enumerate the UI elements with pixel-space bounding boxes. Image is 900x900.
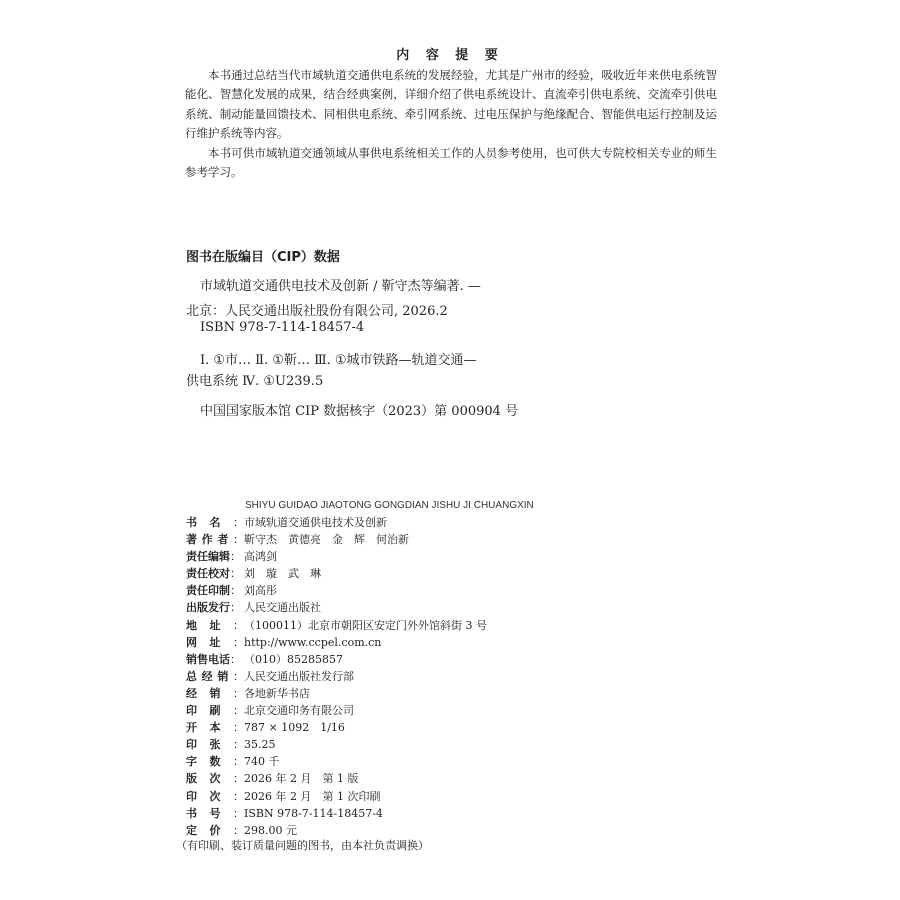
info-label: 出版发行 ： bbox=[186, 601, 241, 615]
info-label: 销售电话 ： bbox=[186, 652, 241, 666]
cip-subject-line: Ⅰ. ①市… Ⅱ. ①靳… Ⅲ. ①城市铁路—轨道交通— bbox=[200, 353, 477, 368]
info-label: 开 本 ： bbox=[186, 721, 244, 735]
info-row bbox=[186, 770, 487, 787]
info-value: 人民交通出版社发行部 bbox=[244, 669, 354, 683]
info-value: 靳守杰 黄德亮 金 辉 何治新 bbox=[244, 533, 409, 547]
info-value: 高鸿剑 bbox=[244, 550, 277, 564]
info-label: 印 次 ： bbox=[186, 789, 244, 803]
summary-body bbox=[185, 66, 717, 182]
cip-heading: 图书在版编目（CIP）数据 bbox=[186, 250, 340, 265]
info-label: 书 名 ： bbox=[186, 516, 244, 529]
quality-notice: （有印刷、装订质量问题的图书，由本社负责调换） bbox=[176, 839, 429, 852]
info-row bbox=[186, 548, 487, 565]
summary-title: 内 容 提 要 bbox=[396, 48, 504, 63]
info-row bbox=[186, 599, 487, 616]
info-label: 责任校对 ： bbox=[186, 567, 241, 581]
info-row bbox=[186, 685, 487, 702]
info-label: 定 价 ： bbox=[186, 823, 244, 837]
info-value: 298.00 元 bbox=[244, 823, 297, 837]
pinyin-title: SHIYU GUIDAO JIAOTONG GONGDIAN JISHU JI CHUANGXIN bbox=[245, 500, 534, 511]
info-label: 责任编辑 ： bbox=[186, 550, 241, 564]
info-value: 人民交通出版社 bbox=[244, 601, 321, 615]
info-value: 各地新华书店 bbox=[244, 686, 310, 700]
info-row bbox=[186, 753, 487, 770]
info-value: （010）85285857 bbox=[244, 652, 343, 666]
info-row bbox=[186, 582, 487, 599]
info-row bbox=[186, 514, 487, 531]
info-value: （100011）北京市朝阳区安定门外外馆斜街 3 号 bbox=[244, 618, 487, 632]
info-label: 印 刷 ： bbox=[186, 704, 244, 718]
info-row bbox=[186, 805, 487, 822]
info-value: 市域轨道交通供电技术及创新 bbox=[244, 516, 387, 529]
info-value: 740 千 bbox=[244, 755, 280, 769]
info-row bbox=[186, 668, 487, 685]
info-label: 印 张 ： bbox=[186, 738, 244, 752]
info-value: 北京交通印务有限公司 bbox=[244, 704, 354, 718]
info-row bbox=[186, 736, 487, 753]
info-row bbox=[186, 719, 487, 736]
cip-title-line: 市域轨道交通供电技术及创新 / 靳守杰等编著. — bbox=[200, 279, 481, 294]
cip-record-number: 中国国家版本馆 CIP 数据核字（2023）第 000904 号 bbox=[200, 404, 519, 419]
info-value: 787 × 1092 1/16 bbox=[244, 721, 345, 735]
info-row bbox=[186, 634, 487, 651]
info-value: ISBN 978-7-114-18457-4 bbox=[244, 806, 383, 820]
cip-classification-line: 供电系统 Ⅳ. ①U239.5 bbox=[186, 374, 324, 389]
info-row bbox=[186, 651, 487, 668]
info-row bbox=[186, 617, 487, 634]
info-row bbox=[186, 702, 487, 719]
cip-publisher-line: 北京：人民交通出版社股份有限公司, 2026.2 bbox=[186, 304, 448, 319]
info-label: 地 址 ： bbox=[186, 618, 244, 632]
info-label: 版 次 ： bbox=[186, 772, 244, 786]
info-label: 经 销 ： bbox=[186, 686, 244, 700]
summary-paragraph-1: 本书通过总结当代市域轨道交通供电系统的发展经验，尤其是广州市的经验，吸收近年来供电系统智能化、智慧化发展的成果，结合经典案例，详细介绍了供电系统设计、直流牵引供电系统、交流牵引供电系统、制动能量回馈技术、同相供电系统、牵引网系统、过电压保护与绝缘配合、智能供电运行控制及运行维护系统等内容。 bbox=[185, 68, 717, 141]
info-row bbox=[186, 788, 487, 805]
info-value: 2026 年 2 月 第 1 次印刷 bbox=[244, 789, 381, 803]
info-label: 责任印制 ： bbox=[186, 584, 241, 598]
info-value: 刘高彤 bbox=[244, 584, 277, 598]
publication-info bbox=[186, 514, 487, 839]
info-row bbox=[186, 565, 487, 582]
info-value: 2026 年 2 月 第 1 版 bbox=[244, 772, 359, 786]
summary-paragraph-2: 本书可供市域轨道交通领域从事供电系统相关工作的人员参考使用，也可供大专院校相关专业的师生参考学习。 bbox=[185, 145, 717, 180]
info-value: 35.25 bbox=[244, 738, 276, 752]
cip-isbn-line: ISBN 978-7-114-18457-4 bbox=[200, 320, 365, 335]
info-value: http://www.ccpel.com.cn bbox=[244, 635, 382, 649]
info-label: 字 数 ： bbox=[186, 755, 244, 769]
info-label: 总 经 销 ： bbox=[186, 669, 244, 683]
info-label: 书 号 ： bbox=[186, 806, 244, 820]
info-row bbox=[186, 531, 487, 548]
info-value: 刘 璇 武 琳 bbox=[244, 567, 321, 581]
info-label: 网 址 ： bbox=[186, 635, 244, 649]
info-label: 著 作 者 ： bbox=[186, 533, 244, 547]
